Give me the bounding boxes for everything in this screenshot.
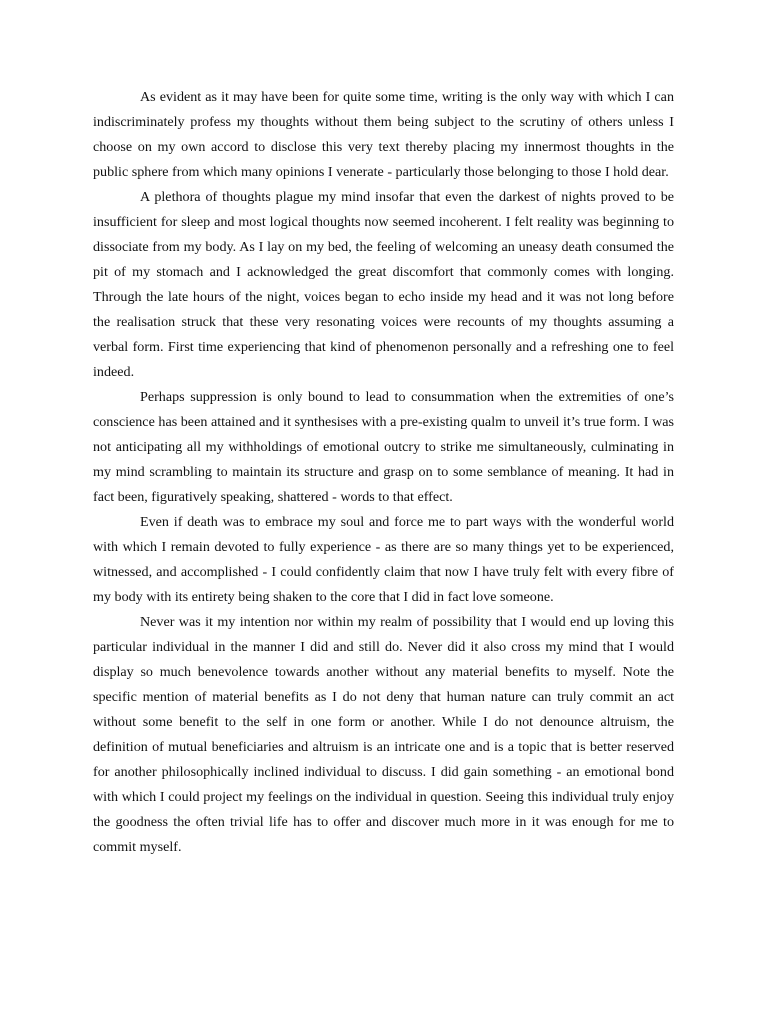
paragraph-5: Never was it my intention nor within my realm of possibility that I would end up loving this particular individual in the manner I did and still do. Never did it also cross my mind that I would display so much benevolence towards another without any material benefits to myself. Note the specific mention of material benefits as I do not deny that human nature can truly commit an act without some benefit to the self in one form or another. While I do not denounce altruism, the definition of mutual beneficiaries and altruism is an intricate one and is a topic that is better reserved for another philosophically inclined individual to discuss. I did gain something - an emotional bond with which I could project my feelings on the individual in question. Seeing this individual truly enjoy the goodness the often trivial life has to offer and discover much more in it was enough for me to commit myself. xyxy=(93,614,674,855)
paragraph-2: A plethora of thoughts plague my mind insofar that even the darkest of nights proved to be insufficient for sleep and most logical thoughts now seemed incoherent. I felt reality was beginning to dissociate from my body. As I lay on my bed, the feeling of welcoming an uneasy death consumed the pit of my stomach and I acknowledged the great discomfort that commonly comes with longing. Through the late hours of the night, voices began to echo inside my head and it was not long before the realisation struck that these very resonating voices were recounts of my thoughts assuming a verbal form. First time experiencing that kind of phenomenon personally and a refreshing one to feel indeed. xyxy=(93,189,674,380)
paragraph-1: As evident as it may have been for quite some time, writing is the only way with which I can indiscriminately profess my thoughts without them being subject to the scrutiny of others unless I choose on my own accord to disclose this very text thereby placing my innermost thoughts in the public sphere from which many opinions I venerate - particularly those belonging to those I hold dear. xyxy=(93,89,674,180)
paragraph-3: Perhaps suppression is only bound to lead to consummation when the extremities of one’s conscience has been attained and it synthesises with a pre-existing qualm to unveil it’s true form. I was not anticipating all my withholdings of emotional outcry to strike me simultaneously, culminating in my mind scrambling to maintain its structure and grasp on to some semblance of meaning. It had in fact been, figuratively speaking, shattered - words to that effect. xyxy=(93,389,674,505)
document-body xyxy=(93,85,674,860)
paragraph-4: Even if death was to embrace my soul and force me to part ways with the wonderful world with which I remain devoted to fully experience - as there are so many things yet to be experienced, witnessed, and accomplished - I could confidently claim that now I have truly felt with every fibre of my body with its entirety being shaken to the core that I did in fact love someone. xyxy=(93,514,674,605)
